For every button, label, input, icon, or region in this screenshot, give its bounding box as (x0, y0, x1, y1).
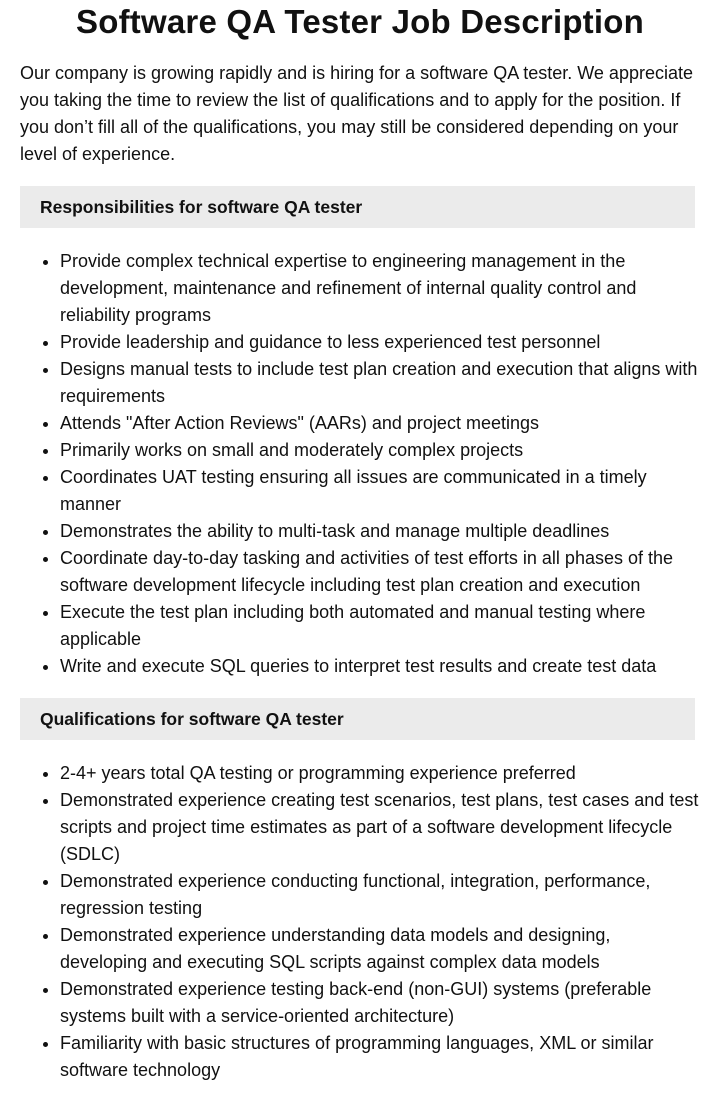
list-item: • Demonstrated experience testing back-end (non-GUI) systems (preferable systems built with a service-oriented architecture) (60, 976, 700, 1030)
qualifications-heading: Qualifications for software QA tester (20, 698, 695, 740)
responsibilities-list (20, 248, 700, 680)
list-item: • Demonstrated experience creating test scenarios, test plans, test cases and test scripts and project time estimates as part of a software development lifecycle (SDLC) (60, 787, 700, 868)
list-item: • Designs manual tests to include test plan creation and execution that aligns with requirements (60, 356, 700, 410)
list-item: • Primarily works on small and moderately complex projects (60, 437, 700, 464)
list-item: • Provide complex technical expertise to engineering management in the development, maintenance and refinement of internal quality control and reliability programs (60, 248, 700, 329)
list-item: • Coordinate day-to-day tasking and activities of test efforts in all phases of the software development lifecycle including test plan creation and execution (60, 545, 700, 599)
list-item: • Attends "After Action Reviews" (AARs) and project meetings (60, 410, 700, 437)
intro-paragraph: Our company is growing rapidly and is hiring for a software QA tester. We appreciate you taking the time to review the list of qualifications and to apply for the position. If you don’t fill all of the qualifications, you may still be considered depending on your level of experience. (20, 63, 693, 164)
list-item: • 2-4+ years total QA testing or programming experience preferred (60, 760, 700, 787)
qualifications-list (20, 760, 700, 1084)
list-item: • Execute the test plan including both automated and manual testing where applicable (60, 599, 700, 653)
page-title: Software QA Tester Job Description (76, 3, 644, 40)
list-item: • Provide leadership and guidance to less experienced test personnel (60, 329, 700, 356)
list-item: • Demonstrated experience understanding data models and designing, developing and executing SQL scripts against complex data models (60, 922, 700, 976)
list-item: • Demonstrated experience conducting functional, integration, performance, regression testing (60, 868, 700, 922)
list-item: • Demonstrates the ability to multi-task and manage multiple deadlines (60, 518, 700, 545)
list-item: • Write and execute SQL queries to interpret test results and create test data (60, 653, 700, 680)
list-item: • Familiarity with basic structures of programming languages, XML or similar software technology (60, 1030, 700, 1084)
list-item: • Coordinates UAT testing ensuring all issues are communicated in a timely manner (60, 464, 700, 518)
responsibilities-heading: Responsibilities for software QA tester (20, 186, 695, 228)
